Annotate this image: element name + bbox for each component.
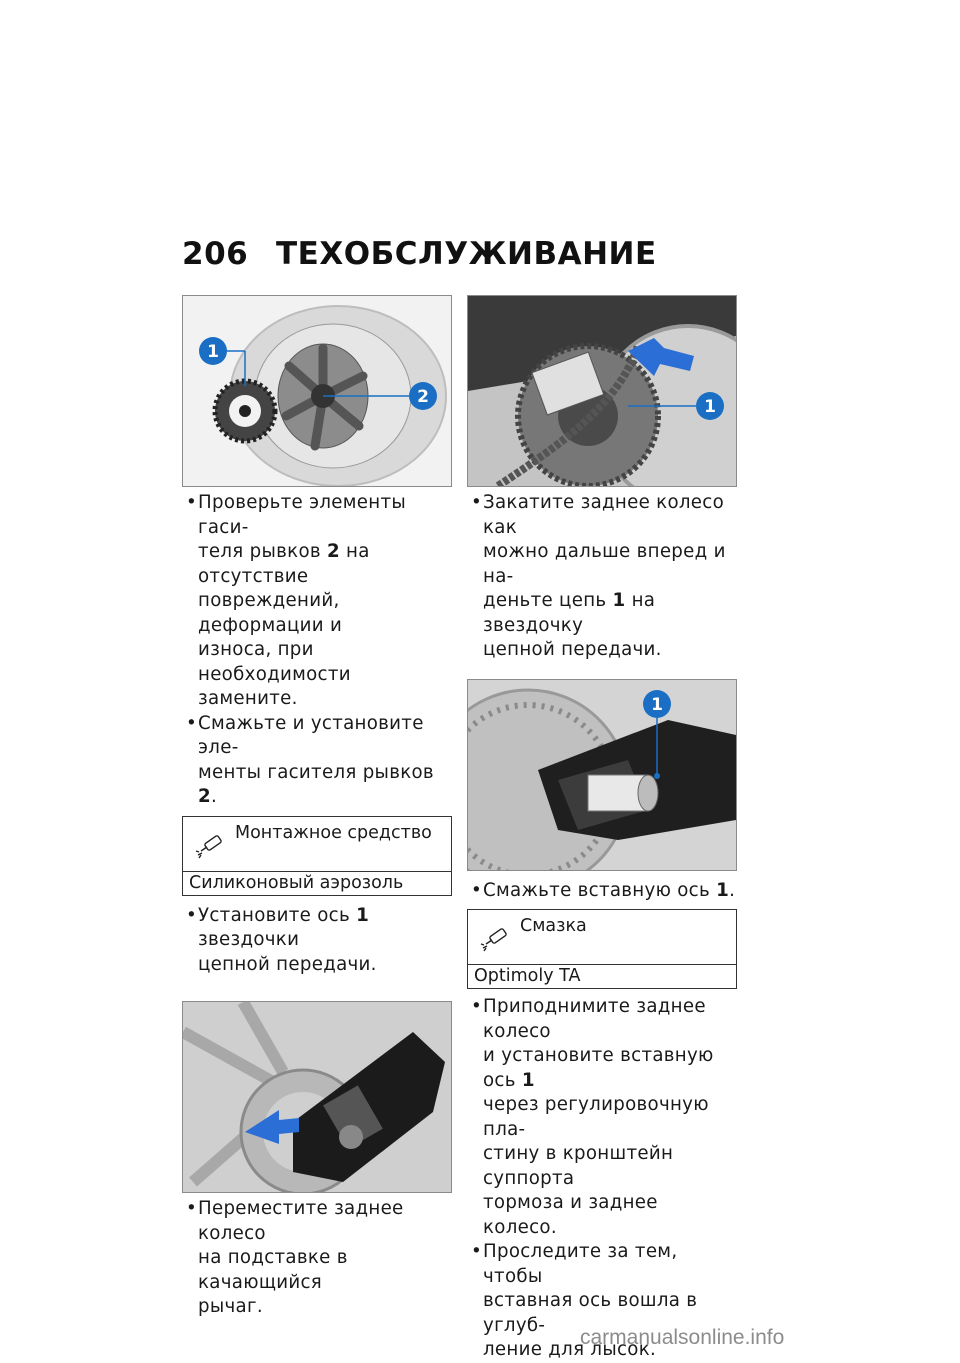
callout-1-label: 1: [207, 342, 219, 362]
step-text: можно дальше вперед и на-: [483, 541, 726, 587]
step-text: на подставке в качающийся: [198, 1247, 348, 1293]
step-mount-chain: [467, 491, 737, 663]
spray-can-icon: [480, 926, 510, 952]
step-text: Закатите заднее колесо как: [483, 492, 725, 538]
figure-swingarm: [182, 1001, 452, 1193]
step-text: тормоза и заднее колесо.: [483, 1192, 658, 1238]
page-number: 206: [182, 236, 249, 272]
figure-wheel-sprocket: [182, 295, 452, 487]
step-text: и установите вставную ось: [483, 1045, 714, 1091]
step-text: на отсутствие: [198, 541, 370, 587]
step-text: на звездочку: [483, 590, 656, 636]
ref-number: 1: [356, 904, 370, 926]
callout-2-label: 2: [417, 387, 429, 407]
step-text: замените.: [198, 688, 298, 709]
step-text: Смажьте вставную ось: [483, 879, 711, 901]
bullet-icon: •: [471, 879, 483, 901]
callout-1-label: 1: [651, 694, 663, 715]
step-text: Установите ось: [198, 904, 350, 926]
step-text: повреждений, деформации и: [198, 590, 343, 636]
step-text: .: [210, 786, 218, 807]
callout-1-label: 1: [704, 397, 716, 417]
step-text: теля рывков: [198, 541, 321, 562]
step-text: звездочки: [198, 929, 300, 950]
figure-axle: [467, 679, 737, 871]
lubricant-box: [467, 909, 737, 989]
right-column: [467, 295, 737, 1363]
step-text: рычаг.: [198, 1296, 263, 1317]
ref-number: 2: [326, 541, 340, 562]
step-check-dampers: [182, 491, 452, 712]
step-insert-axle: [467, 995, 737, 1240]
page-header: [182, 236, 657, 272]
step-install-axle: [182, 904, 452, 978]
bullet-icon: •: [186, 904, 198, 926]
step-text: износа, при необходимости: [198, 639, 351, 685]
axle-illustration: [468, 680, 736, 870]
ref-number: 1: [612, 590, 626, 611]
step-text: менты гасителя рывков: [198, 761, 434, 783]
spray-can-icon: [195, 833, 225, 859]
step-text: Смажьте и установите эле-: [198, 712, 424, 758]
bullet-icon: •: [186, 492, 198, 513]
swingarm-illustration: [183, 1002, 451, 1192]
bullet-icon: •: [471, 492, 483, 513]
bullet-icon: •: [471, 996, 483, 1017]
step-text: стину в кронштейн суппорта: [483, 1143, 674, 1189]
step-text: .: [729, 879, 736, 901]
tool-box: [182, 816, 452, 896]
step-text: цепной передачи.: [198, 953, 377, 975]
wheel-sprocket-illustration: [183, 296, 451, 486]
step-text: Переместите заднее колесо: [198, 1198, 404, 1244]
bullet-icon: •: [471, 1241, 483, 1262]
step-text: Приподнимите заднее колесо: [483, 996, 706, 1042]
ref-number: 1: [521, 1069, 535, 1091]
step-text: ление для лысок.: [483, 1339, 657, 1360]
bullet-icon: •: [186, 1198, 198, 1219]
step-text: цепной передачи.: [483, 639, 662, 660]
lubricant-box-value: Optimoly TA: [468, 964, 736, 988]
step-lubricate-axle: [467, 879, 737, 904]
chain-illustration: [468, 296, 736, 486]
step-text: вставная ось вошла в углуб-: [483, 1290, 698, 1336]
tool-box-value: Силиконовый аэрозоль: [183, 871, 451, 895]
tool-box-title: Монтажное средство: [235, 822, 432, 843]
left-column: [182, 295, 452, 1320]
step-text: деньте цепь: [483, 590, 607, 611]
step-text: через регулировочную пла-: [483, 1094, 709, 1140]
ref-number: 2: [198, 786, 211, 807]
figure-chain: [467, 295, 737, 487]
watermark: carmanualsonline.info: [580, 1326, 785, 1349]
page-title: ТЕХОБСЛУЖИВАНИЕ: [276, 236, 657, 272]
step-text: Проверьте элементы гаси-: [198, 492, 407, 538]
step-move-wheel: [182, 1197, 452, 1320]
step-text: Проследите за тем, чтобы: [483, 1241, 678, 1287]
lubricant-box-title: Смазка: [520, 916, 587, 936]
step-lubricate-dampers: [182, 712, 452, 810]
ref-number: 1: [716, 879, 730, 901]
bullet-icon: •: [186, 712, 198, 734]
